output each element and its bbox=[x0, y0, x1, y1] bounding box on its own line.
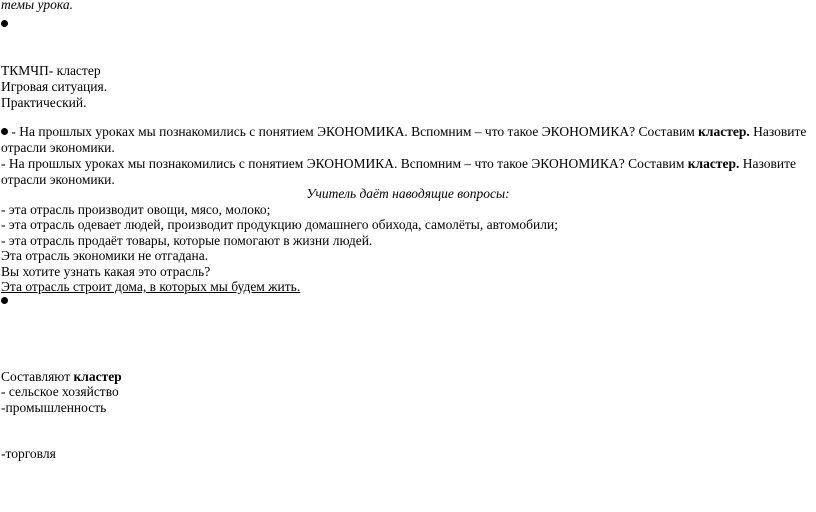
bullet-icon bbox=[1, 20, 8, 27]
method-line-1: ТКМЧП- кластер bbox=[1, 63, 101, 78]
cluster-item-industry: -промышленность bbox=[1, 400, 107, 415]
bullet-2 bbox=[1, 293, 8, 309]
bullet-1 bbox=[1, 16, 8, 32]
question-3: - эта отрасль продаёт товары, которые помогают в жизни людей. bbox=[1, 233, 373, 248]
intro-repeat-continuation: отрасли экономики. bbox=[1, 172, 115, 187]
intro-repeat-text-end: Назовите bbox=[739, 156, 796, 171]
intro-paragraph bbox=[1, 124, 806, 140]
intro-repeat-paragraph bbox=[1, 156, 796, 172]
teacher-note: Учитель даёт наводящие вопросы: bbox=[306, 186, 510, 201]
question-2: - эта отрасль одевает людей, производит продукцию домашнего обихода, самолёты, автомобили; bbox=[1, 217, 558, 232]
header-fragment: темы урока. bbox=[1, 0, 73, 12]
method-line-3: Практический. bbox=[1, 95, 87, 110]
builds-text: Эта отрасль строит дома, в которых мы будем жить. bbox=[1, 279, 301, 294]
intro-repeat-text: - На прошлых уроках мы познакомились с понятием ЭКОНОМИКА. Вспомним – что такое ЭКОНОМИКА? Составим bbox=[1, 156, 688, 171]
method-line-2: Игровая ситуация. bbox=[1, 79, 108, 94]
intro-bold: кластер. bbox=[698, 124, 750, 139]
cluster-item-agriculture: - сельское хозяйство bbox=[1, 384, 119, 399]
intro-text: - На прошлых уроках мы познакомились с понятием ЭКОНОМИКА. Вспомним – что такое ЭКОНОМИКА? Составим bbox=[8, 124, 699, 139]
intro-text-end: Назовите bbox=[749, 124, 807, 139]
want-know-text: Вы хотите узнать какая это отрасль? bbox=[1, 264, 211, 279]
not-guessed-text: Эта отрасль экономики не отгадана. bbox=[1, 248, 209, 263]
intro-repeat-bold: кластер. bbox=[687, 156, 740, 171]
question-1: - эта отрасль производит овощи, мясо, молоко; bbox=[1, 202, 271, 217]
cluster-bold: кластер bbox=[73, 369, 122, 384]
cluster-prefix: Составляют bbox=[1, 369, 74, 384]
cluster-heading bbox=[1, 369, 122, 385]
cluster-item-trade: -торговля bbox=[1, 446, 56, 461]
bullet-icon bbox=[1, 297, 8, 304]
bullet-icon bbox=[1, 128, 8, 135]
intro-continuation: отрасли экономики. bbox=[1, 140, 115, 155]
